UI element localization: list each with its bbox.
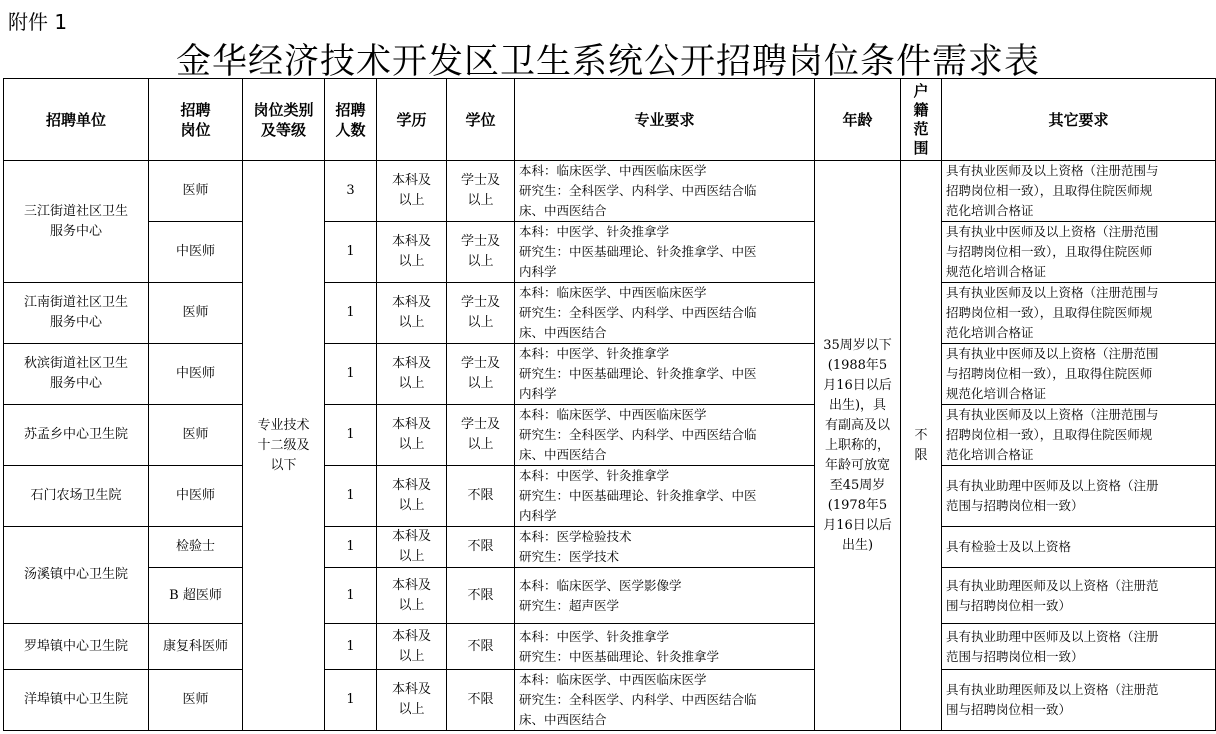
header-post: 招聘 岗位 bbox=[149, 79, 243, 161]
degree-cell: 不限 bbox=[447, 624, 515, 670]
degree-cell: 不限 bbox=[447, 466, 515, 527]
category-cell: 专业技术 十二级及 以下 bbox=[243, 161, 325, 731]
count-cell: 1 bbox=[325, 466, 377, 527]
count-cell: 1 bbox=[325, 283, 377, 344]
header-major: 专业要求 bbox=[515, 79, 815, 161]
page-title: 金华经济技术开发区卫生系统公开招聘岗位条件需求表 bbox=[175, 42, 1040, 82]
table-row bbox=[4, 466, 1216, 527]
major-cell: 本科：临床医学、中西医临床医学 研究生：全科医学、内科学、中西医结合临 床、中西医结合 bbox=[515, 405, 815, 466]
header-other: 其它要求 bbox=[942, 79, 1216, 161]
education-cell: 本科及 以上 bbox=[377, 161, 447, 222]
post-cell: 中医师 bbox=[149, 222, 243, 283]
table-row bbox=[4, 624, 1216, 670]
hukou-cell: 不 限 bbox=[901, 161, 942, 731]
other-cell: 具有执业助理中医师及以上资格（注册 范围与招聘岗位相一致） bbox=[942, 466, 1216, 527]
count-cell: 1 bbox=[325, 568, 377, 624]
education-cell: 本科及 以上 bbox=[377, 527, 447, 568]
other-cell: 具有执业医师及以上资格（注册范围与 招聘岗位相一致），且取得住院医师规 范化培训合格证 bbox=[942, 405, 1216, 466]
major-cell: 本科：中医学、针灸推拿学 研究生：中医基础理论、针灸推拿学、中医 内科学 bbox=[515, 466, 815, 527]
education-cell: 本科及 以上 bbox=[377, 670, 447, 731]
post-cell: 中医师 bbox=[149, 344, 243, 405]
header-education: 学历 bbox=[377, 79, 447, 161]
count-cell: 1 bbox=[325, 624, 377, 670]
major-cell: 本科：中医学、针灸推拿学 研究生：中医基础理论、针灸推拿学 bbox=[515, 624, 815, 670]
education-cell: 本科及 以上 bbox=[377, 624, 447, 670]
post-cell: 医师 bbox=[149, 670, 243, 731]
post-cell: 医师 bbox=[149, 161, 243, 222]
table-row bbox=[4, 283, 1216, 344]
unit-cell: 苏孟乡中心卫生院 bbox=[4, 405, 149, 466]
table-row bbox=[4, 670, 1216, 731]
education-cell: 本科及 以上 bbox=[377, 283, 447, 344]
table-row bbox=[4, 161, 1216, 222]
education-cell: 本科及 以上 bbox=[377, 568, 447, 624]
header-age: 年龄 bbox=[815, 79, 901, 161]
major-cell: 本科：临床医学、中西医临床医学 研究生：全科医学、内科学、中西医结合临 床、中西医结合 bbox=[515, 670, 815, 731]
other-cell: 具有检验士及以上资格 bbox=[942, 527, 1216, 568]
education-cell: 本科及 以上 bbox=[377, 344, 447, 405]
unit-cell: 洋埠镇中心卫生院 bbox=[4, 670, 149, 731]
degree-cell: 学士及 以上 bbox=[447, 344, 515, 405]
attachment-label: 附件 1 bbox=[8, 10, 68, 34]
post-cell: 医师 bbox=[149, 283, 243, 344]
header-unit: 招聘单位 bbox=[4, 79, 149, 161]
post-cell: 检验士 bbox=[149, 527, 243, 568]
header-count: 招聘 人数 bbox=[325, 79, 377, 161]
degree-cell: 学士及 以上 bbox=[447, 161, 515, 222]
major-cell: 本科：中医学、针灸推拿学 研究生：中医基础理论、针灸推拿学、中医 内科学 bbox=[515, 344, 815, 405]
major-cell: 本科：临床医学、中西医临床医学 研究生：全科医学、内科学、中西医结合临 床、中西医结合 bbox=[515, 161, 815, 222]
count-cell: 1 bbox=[325, 670, 377, 731]
post-cell: 中医师 bbox=[149, 466, 243, 527]
degree-cell: 学士及 以上 bbox=[447, 405, 515, 466]
post-cell: B 超医师 bbox=[149, 568, 243, 624]
major-cell: 本科：医学检验技术 研究生：医学技术 bbox=[515, 527, 815, 568]
other-cell: 具有执业助理中医师及以上资格（注册 范围与招聘岗位相一致） bbox=[942, 624, 1216, 670]
unit-cell: 石门农场卫生院 bbox=[4, 466, 149, 527]
other-cell: 具有执业助理医师及以上资格（注册范 围与招聘岗位相一致） bbox=[942, 568, 1216, 624]
count-cell: 1 bbox=[325, 405, 377, 466]
table-row bbox=[4, 527, 1216, 568]
post-cell: 医师 bbox=[149, 405, 243, 466]
header-degree: 学位 bbox=[447, 79, 515, 161]
unit-cell: 秋滨街道社区卫生 服务中心 bbox=[4, 344, 149, 405]
education-cell: 本科及 以上 bbox=[377, 222, 447, 283]
unit-cell: 三江街道社区卫生 服务中心 bbox=[4, 161, 149, 283]
post-cell: 康复科医师 bbox=[149, 624, 243, 670]
major-cell: 本科：中医学、针灸推拿学 研究生：中医基础理论、针灸推拿学、中医 内科学 bbox=[515, 222, 815, 283]
education-cell: 本科及 以上 bbox=[377, 466, 447, 527]
header-category: 岗位类别 及等级 bbox=[243, 79, 325, 161]
requirements-table bbox=[3, 78, 1216, 731]
other-cell: 具有执业医师及以上资格（注册范围与 招聘岗位相一致），且取得住院医师规 范化培训合格证 bbox=[942, 161, 1216, 222]
count-cell: 1 bbox=[325, 222, 377, 283]
header-row bbox=[4, 79, 1216, 161]
degree-cell: 学士及 以上 bbox=[447, 283, 515, 344]
age-cell: 35周岁以下 (1988年5 月16日以后 出生)，具 有副高及以 上职称的， 年龄可放宽 至45周岁 (1978年5 月16日以后 出生) bbox=[815, 161, 901, 731]
table-row bbox=[4, 405, 1216, 466]
count-cell: 1 bbox=[325, 344, 377, 405]
degree-cell: 不限 bbox=[447, 568, 515, 624]
count-cell: 1 bbox=[325, 527, 377, 568]
degree-cell: 学士及 以上 bbox=[447, 222, 515, 283]
other-cell: 具有执业中医师及以上资格（注册范围 与招聘岗位相一致），且取得住院医师 规范化培训合格证 bbox=[942, 222, 1216, 283]
education-cell: 本科及 以上 bbox=[377, 405, 447, 466]
unit-cell: 汤溪镇中心卫生院 bbox=[4, 527, 149, 624]
major-cell: 本科：临床医学、中西医临床医学 研究生：全科医学、内科学、中西医结合临 床、中西医结合 bbox=[515, 283, 815, 344]
degree-cell: 不限 bbox=[447, 527, 515, 568]
table-row bbox=[4, 568, 1216, 624]
major-cell: 本科：临床医学、医学影像学 研究生：超声医学 bbox=[515, 568, 815, 624]
table-row bbox=[4, 222, 1216, 283]
header-hukou: 户 籍 范 围 bbox=[901, 79, 942, 161]
table-row bbox=[4, 344, 1216, 405]
other-cell: 具有执业中医师及以上资格（注册范围 与招聘岗位相一致），且取得住院医师 规范化培训合格证 bbox=[942, 344, 1216, 405]
other-cell: 具有执业医师及以上资格（注册范围与 招聘岗位相一致），且取得住院医师规 范化培训合格证 bbox=[942, 283, 1216, 344]
other-cell: 具有执业助理医师及以上资格（注册范 围与招聘岗位相一致） bbox=[942, 670, 1216, 731]
degree-cell: 不限 bbox=[447, 670, 515, 731]
count-cell: 3 bbox=[325, 161, 377, 222]
unit-cell: 江南街道社区卫生 服务中心 bbox=[4, 283, 149, 344]
unit-cell: 罗埠镇中心卫生院 bbox=[4, 624, 149, 670]
